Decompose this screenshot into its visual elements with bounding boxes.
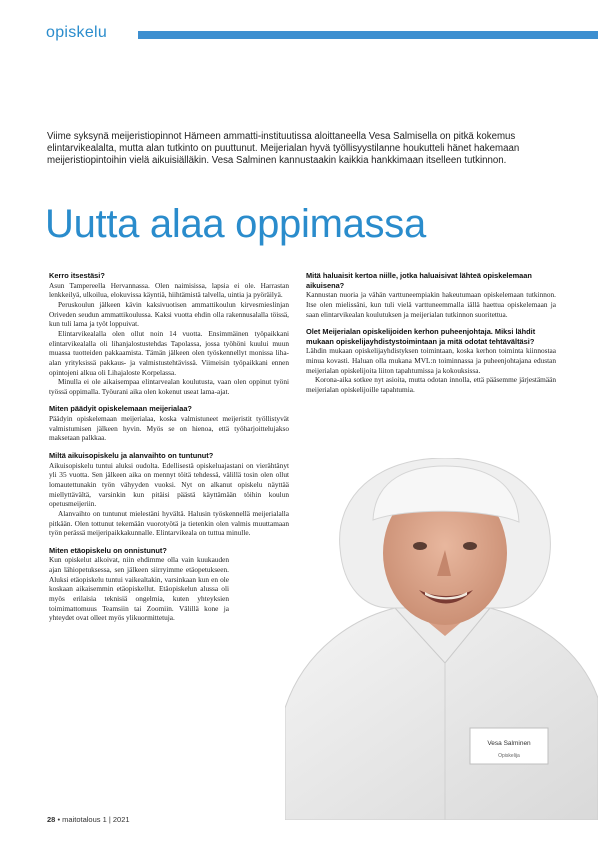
right-column xyxy=(306,271,556,395)
page-footer xyxy=(47,815,130,824)
answer-paragraph: Alanvaihto on tuntunut mielestäni hyvältä. Halusin työskennellä meijerialalla pitkään. Olen tottunut tekemään vuorotyötä ja tietenkin olen valmis muuttamaan työn perässä meijeripaikkakunnalle. Elintarvikeala on tuttua minulle. xyxy=(49,508,289,538)
answer-paragraph: Päädyin opiskelemaan meijerialaa, koska valmistuneet meijeristit työllistyvät valmistumisen jälkeen hyvin. Myös se on hienoa, että työharjoittelujakso maksetaan palkkaa. xyxy=(49,414,289,443)
answer-paragraph: Kannustan nuoria ja vähän varttuneempiakin hakeutumaan opiskelemaan tutkinnon. Itse olen mielissäni, kun tuli vielä varttuneemmalla iällä haettua opiskelemaan ja saan elintarvikealan koulutuksen ja meijerialan tutkinnon suoritettua. xyxy=(306,290,556,319)
question-6: Olet Meijerialan opiskelijoiden kerhon puheenjohtaja. Miksi lähdit mukaan opiskelijayhdistystoimintaan ja mitä odotat tehtävältäsi? xyxy=(306,327,536,346)
answer-paragraph: Minulla ei ole aikaisempaa elintarvealan koulutusta, vaan olen oppinut työni työssä oppimalla. Työurani aika olen kokenut useat lama-ajat. xyxy=(49,377,289,396)
question-3: Miltä aikuisopiskelu ja alanvaihto on tuntunut? xyxy=(49,451,214,461)
publication-name: maitotalous 1 | 2021 xyxy=(62,815,130,824)
left-column xyxy=(49,271,289,623)
answer-paragraph: Lähdin mukaan opiskelijayhdistyksen toimintaan, koska kerhon toiminta kiinnostaa minua kovasti. Haluan olla mukana MVL:n toiminnassa ja puheenjohtajana edustan meijerialan opiskelijoita liiton tapahtumissa ja kokouksissa. xyxy=(306,346,556,375)
question-4: Miten etäopiskelu on onnistunut? xyxy=(49,545,167,555)
section-bar xyxy=(138,31,598,39)
article-headline: Uutta alaa oppimassa xyxy=(45,202,426,246)
badge-role: Opiskelija xyxy=(498,753,520,759)
answer-paragraph: Kun opiskelut alkoivat, niin ehdimme olla vain kuukauden ajan lähiopetuksessa, sen jälkeen siirryimme etäopetukseen. Aluksi etäopiskelu tuntui vaikealtakin, varsinkaan kun en ole koskaan aikaisemmin etäopiskellut. Etäopiskelun alussa oli myös erilaisia teknisiä ongelmia, kuten yhteyksien toimimattomuus Teamsiin tai Zoomiin. Välillä kone ja yhteydet ovat olleet myös ylikuormittetuja. xyxy=(49,555,229,623)
portrait-photo xyxy=(285,458,598,820)
answer-paragraph: Korona-aika sotkee nyt asioita, mutta odotan innolla, että pääsemme järjestämään meijerialan opiskelijoille tapahtumia. xyxy=(306,375,556,394)
question-1: Kerro itsestäsi? xyxy=(49,271,105,280)
question-2: Miten päädyit opiskelemaan meijerialaa? xyxy=(49,404,192,414)
intro-paragraph: Viime syksynä meijeristiopinnot Hämeen ammatti-instituutissa aloittaneella Vesa Salmisella on pitkä kokemus elintarvikealalta, mutta alan tutkinto on puuttunut. Meijerialan hyvä työllisyystilanne houkutteli hänet hakemaan meijeristiopintoihin vielä aikuisiälläkin. Vesa Salminen kannustaakin kaikkia hankkimaan itselleen tutkinnon. xyxy=(47,131,520,166)
badge-name: Vesa Salminen xyxy=(487,740,531,747)
answer-paragraph: Elintarvikealalla olen ollut noin 14 vuotta. Ensimmäinen työpaikkani elintarvikealalla oli lihanjalostustehdas Tapolassa, jossa työhöni kuului muun muassa tuotteiden pakkaamista. Tämän jälkeen olen työskennellyt monissa liha-alan yrityksissä pakkaus- ja valmistustehtävissä. Viimeisin työpaikkani ennen opintojeni alkua oli Lihajaloste Korpelassa. xyxy=(49,328,289,377)
question-5: Mitä haluaisit kertoa niille, jotka haluaisivat lähteä opiskelemaan aikuisena? xyxy=(306,271,532,290)
section-label: opiskelu xyxy=(46,24,108,41)
answer-paragraph: Peruskoulun jälkeen kävin kaksivuotisen ammattikoulun kirvesmieslinjan Oriveden seudun ammattikoulussa. Kaksi vuotta ehdin olla rakennusalalla töissä, kun tuli lama ja työt loppuivat. xyxy=(49,299,289,329)
footer-bullet: • xyxy=(57,815,63,824)
answer-paragraph: Asun Tampereella Hervannassa. Olen naimisissa, lapsia ei ole. Harrastan lenkkeilyä, ulkoilua, elokuvissa käyntiä, hiihtämistä talvella, uintia ja pyöräilyä. xyxy=(49,280,289,300)
page-number: 28 xyxy=(47,815,56,824)
answer-paragraph: Aikuisopiskelu tuntui aluksi oudolta. Edellisestä opiskeluajastani on vierähtänyt yli 35 vuotta. Sen jälkeen aika on mennyt töitä tehdessä, välillä tosin olen ollut lomautettunakin työn vähyyden vuoksi. Nyt on alkanut opiskelu näyttää miellyttävältä, varsinkin kun pitäisi päästä käyttämään töihin koulun opetusmeijeriin. xyxy=(49,460,289,509)
